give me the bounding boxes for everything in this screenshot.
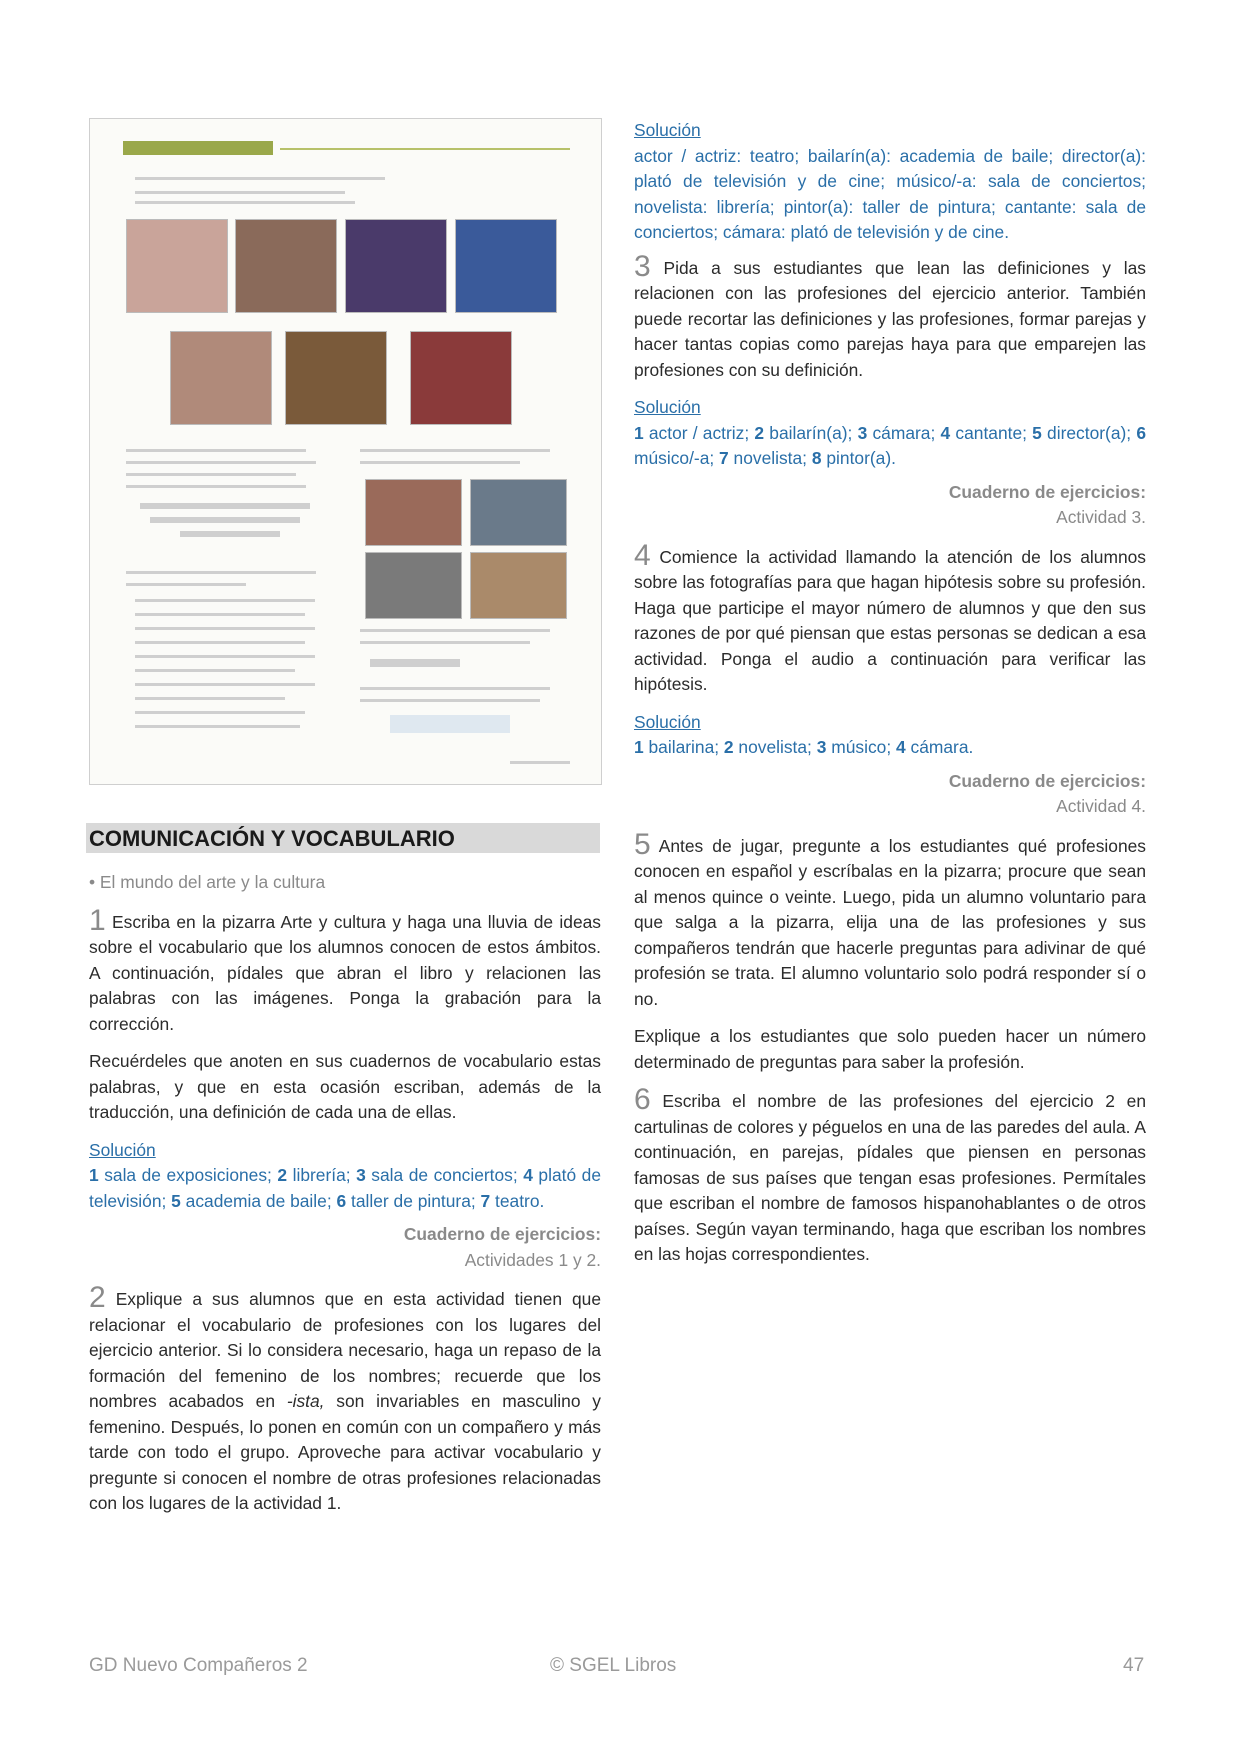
activity-number: 6 [634, 1083, 651, 1116]
section-heading: COMUNICACIÓN Y VOCABULARIO [89, 826, 455, 851]
activity-number: 3 [634, 249, 651, 283]
workbook-reference: Cuaderno de ejercicios: Actividades 1 y 2. [403, 1224, 601, 1270]
activity-number: 5 [634, 827, 651, 861]
solution-text: 1 sala de exposiciones; 2 librería; 3 sala de conciertos; 4 plató de televisión; 5 academia de baile; 6 taller de pintura; 7 teatro. [89, 1165, 601, 1211]
activity-5-paragraph-2: Explique a los estudiantes que solo pueden hacer un número determinado de preguntas para saber la profesión. [634, 1026, 1146, 1072]
right-column [634, 118, 1146, 1280]
footer-page-number: 47 [1123, 1655, 1145, 1676]
solution-link[interactable]: Solución [89, 1139, 156, 1160]
activity-number: 1 [89, 903, 106, 937]
activity-3-paragraph: 3 Pida a sus estudiantes que lean las definiciones y las relacionen con las profesiones del ejercicio anterior. También puede recortar las definiciones y las profesiones, formar parejas y hacer tantas copias como parejas haya para que emparejen las profesiones con su definición. [634, 249, 1146, 380]
activity-5-paragraph: 5 Antes de jugar, pregunte a los estudiantes qué profesiones conocen en español y escríbalas en la pizarra; procure que sean al menos quince o veinte. Luego, pida un alumno voluntario para que salga a la pizarra, elija una de las profesiones y sus compañeros tendrán que hacerle preguntas para adivinar de qué profesión se trata. El alumno voluntario solo podrá responder sí o no. [634, 827, 1146, 1009]
solution-text: 1 actor / actriz; 2 bailarín(a); 3 cámara; 4 cantante; 5 director(a); 6 músico/-a; 7 novelista; 8 pintor(a). [634, 422, 1147, 468]
solution-link[interactable]: Solución [634, 711, 701, 732]
textbook-page-thumbnail [89, 118, 602, 785]
footer-publisher: © SGEL Libros [550, 1655, 677, 1676]
activity-number: 4 [634, 538, 651, 572]
solution-text: 1 bailarina; 2 novelista; 3 músico; 4 cámara. [634, 737, 974, 757]
activity-6-paragraph: 6 Escriba el nombre de las profesiones del ejercicio 2 en cartulinas de colores y péguelos en una de las paredes del aula. A continuación, en parejas, pídales que piensen en personas famosas de sus países que tengan esas profesiones. Permítales que escriban el nombre de famosos hispanohablantes o de otros países. Según vayan terminando, haga que escriban los nombres en las hojas correspondientes. [634, 1083, 1146, 1264]
solution-text: actor / actriz: teatro; bailarín(a): academia de baile; director(a): plató de televisión y de cine; músico/-a: sala de conciertos; novelista: librería; pintor(a): taller de pintura; cantante: sala de conciertos; cámara: plató de televisión y de cine. [634, 145, 1146, 242]
workbook-reference: Cuaderno de ejercicios: Actividad 3. [948, 481, 1146, 527]
activity-2-paragraph: 2 Explique a sus alumnos que en esta actividad tienen que relacionar el vocabulario de profesiones con los lugares del ejercicio anterior. Si lo considera necesario, haga un repaso de la formación del femenino de los nombres; recuerde que los nombres acabados en -ista, son invariables en masculino y femenino. Después, lo ponen en común con un compañero y más tarde con todo el grupo. Aproveche para activar vocabulario y pregunte si conocen el nombre de otras profesiones relacionadas con los lugares de la actividad 1. [89, 1281, 602, 1513]
activity-1-paragraph-2: Recuérdeles que anoten en sus cuadernos de vocabulario estas palabras, y que en esta ocasión escriban, además de la traducción, una definición de cada una de ellas. [89, 1051, 601, 1122]
activity-4-paragraph: 4 Comience la actividad llamando la atención de los alumnos sobre las fotografías para que hagan hipótesis sobre su profesión. Haga que participe el mayor número de alumnos y que den sus razones de por qué piensan que estas personas se dedican a esa actividad. Ponga el audio a continuación para verificar las hipótesis. [634, 538, 1146, 694]
footer-book-title: GD Nuevo Compañeros 2 [89, 1655, 308, 1676]
solution-link[interactable]: Solución [634, 120, 701, 140]
left-column [89, 870, 601, 1529]
activity-1-paragraph: 1 Escriba en la pizarra Arte y cultura y haga una lluvia de ideas sobre el vocabulario que los alumnos conocen de estos ámbitos. A continuación, pídales que abran el libro y relacionen las palabras con las imágenes. Ponga la grabación para la corrección. [89, 903, 601, 1034]
activity-number: 2 [89, 1281, 106, 1314]
solution-link[interactable]: Solución [634, 397, 701, 417]
subheading: • El mundo del arte y la cultura [89, 872, 326, 892]
workbook-reference: Cuaderno de ejercicios: Actividad 4. [948, 770, 1146, 816]
